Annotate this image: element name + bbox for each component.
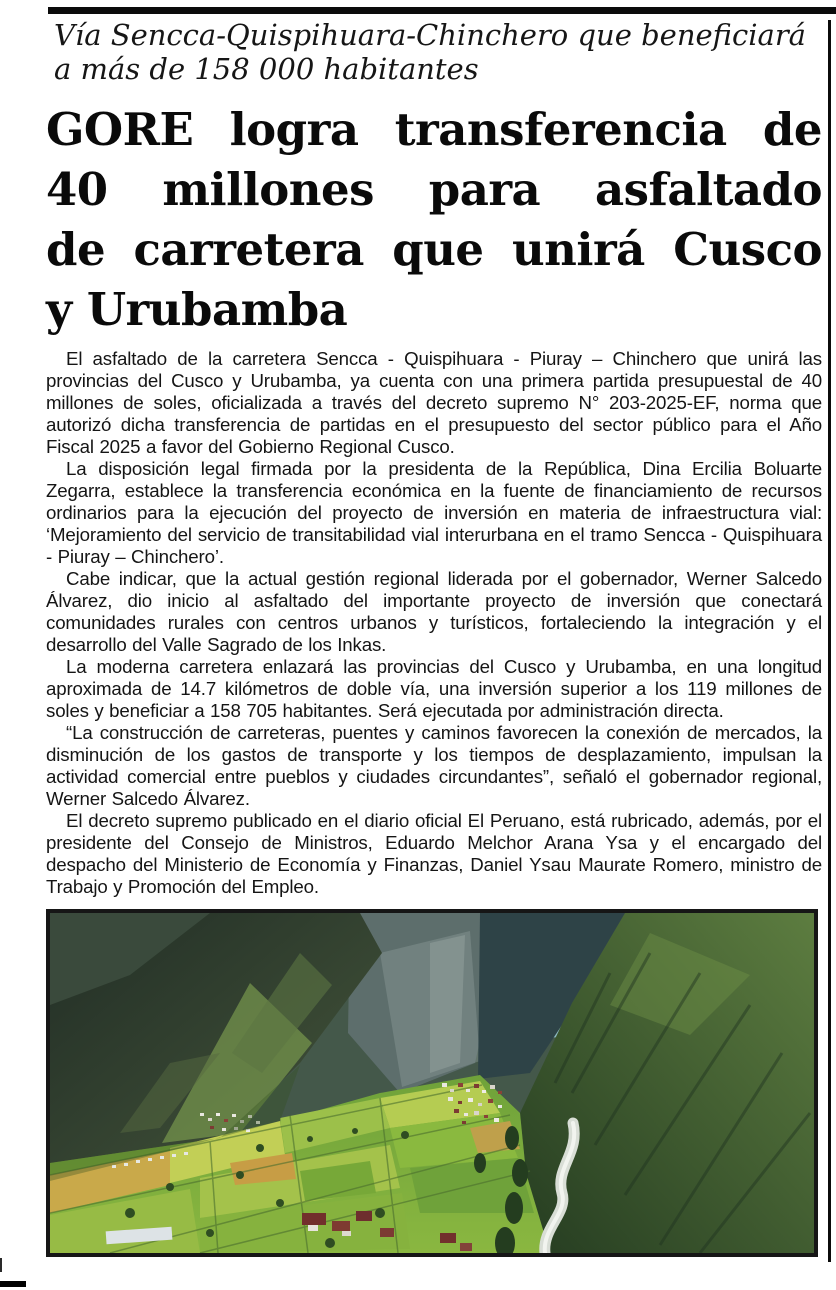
article-column bbox=[46, 18, 822, 1257]
paragraph-2: La disposición legal firmada por la presidenta de la República, Dina Ercilia Boluarte Zegarra, establece la transferencia económica en la fuente de financiamiento de recursos ordinarios para la ejecución del proyecto de inversión en materia de infraestructura vial: ‘Mejoramiento del servicio de transitabilidad vial interurbana en el tramo Sencca - Quispihuara - Piuray – Chinchero’. bbox=[46, 458, 822, 567]
article-body bbox=[46, 348, 822, 898]
valley-photo bbox=[46, 909, 818, 1257]
kicker bbox=[46, 18, 822, 86]
headline-line-2: 40 millones para asfaltado bbox=[46, 163, 822, 216]
right-column-rule bbox=[828, 20, 831, 1262]
headline-line-1: GORE logra transferencia de bbox=[46, 103, 822, 156]
paragraph-6: El decreto supremo publicado en el diario oficial El Peruano, está rubricado, además, por el presidente del Consejo de Ministros, Eduardo Melchor Arana Ysa y el encargado del despacho del Ministerio de Economía y Finanzas, Daniel Ysau Maurate Romero, ministro de Trabajo y Promoción del Empleo. bbox=[46, 810, 822, 897]
paragraph-3: Cabe indicar, que la actual gestión regional liderada por el gobernador, Werner Salcedo Álvarez, dio inicio al asfaltado del importante proyecto de inversión que conectará comunidades rurales con centros urbanos y turísticos, fortaleciendo la integración y el desarrollo del Valle Sagrado de los Inkas. bbox=[46, 568, 822, 655]
paragraph-5: “La construcción de carreteras, puentes y caminos favorecen la conexión de mercados, la disminución de los gastos de transporte y los tiempos de desplazamiento, impulsan la actividad comercial entre pueblos y ciudades circundantes”, señaló el gobernador regional, Werner Salcedo Álvarez. bbox=[46, 722, 822, 809]
page-edge-artifact bbox=[0, 1258, 2, 1272]
headline-line-3: de carretera que unirá Cusco bbox=[46, 223, 822, 276]
paragraph-1: El asfaltado de la carretera Sencca - Quispihuara - Piuray – Chinchero que unirá las provincias del Cusco y Urubamba, ya cuenta con una primera partida presupuestal de 40 millones de soles, oficializada a través del decreto supremo N° 203-2025-EF, norma que autorizó dicha transferencia de partidas en el presupuesto del sector público para el Año Fiscal 2025 a favor del Gobierno Regional Cusco. bbox=[46, 348, 822, 457]
valley-photo-illustration bbox=[50, 913, 814, 1253]
page-crop-mark bbox=[0, 1281, 26, 1287]
top-rule bbox=[48, 7, 836, 14]
kicker-line-1: Vía Sencca-Quispihuara-Chinchero que beneficiará bbox=[54, 18, 806, 52]
headline bbox=[46, 100, 822, 340]
headline-line-4: y Urubamba bbox=[46, 283, 348, 336]
paragraph-4: La moderna carretera enlazará las provincias del Cusco y Urubamba, en una longitud aproximada de 14.7 kilómetros de doble vía, una inversión superior a los 119 millones de soles y beneficiar a 158 705 habitantes. Será ejecutada por administración directa. bbox=[46, 656, 822, 721]
kicker-line-2: a más de 158 000 habitantes bbox=[54, 52, 479, 86]
